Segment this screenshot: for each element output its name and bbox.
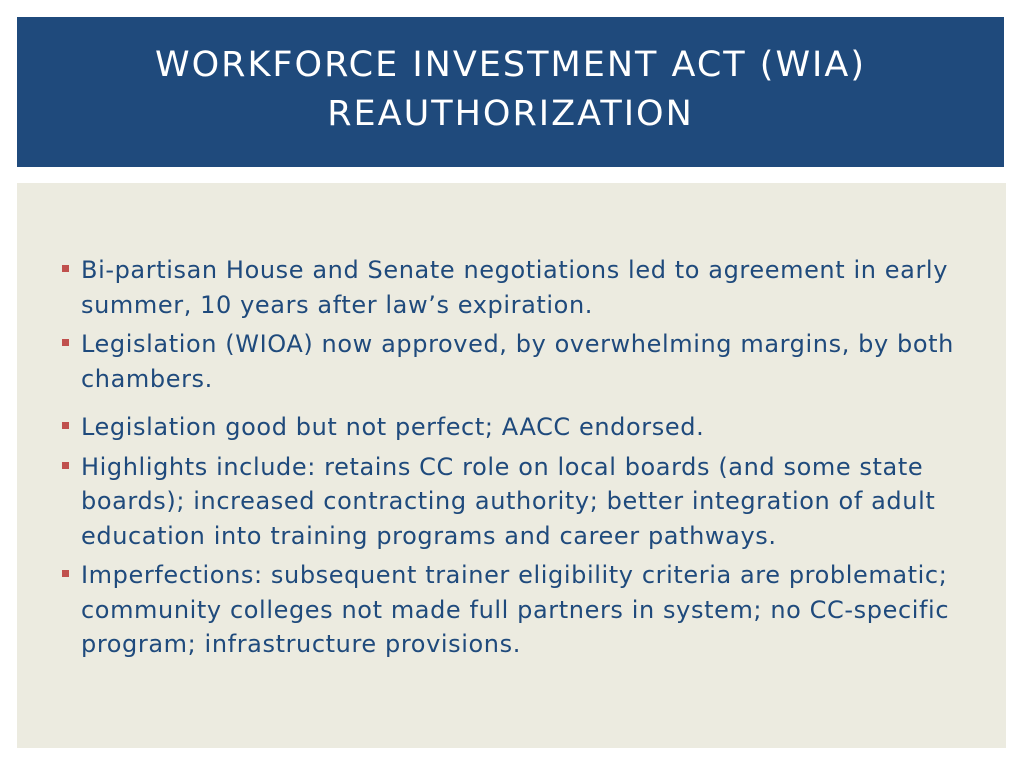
square-bullet-icon — [62, 265, 69, 272]
square-bullet-icon — [62, 422, 69, 429]
bullet-item — [62, 410, 976, 445]
bullet-item — [62, 450, 976, 554]
bullet-item — [62, 253, 976, 322]
bullet-text: Legislation good but not perfect; AACC endorsed. — [81, 413, 705, 441]
bullet-item — [62, 558, 976, 662]
bullet-item — [62, 327, 976, 396]
title-bar — [17, 17, 1004, 167]
slide-title: WORKFORCE INVESTMENT ACT (WIA) REAUTHORIZATION — [155, 45, 866, 134]
bullet-text: Bi-partisan House and Senate negotiations led to agreement in early summer, 10 years after law’s expiration. — [81, 256, 949, 319]
bullet-list — [62, 253, 976, 662]
content-panel — [17, 183, 1006, 748]
bullet-text: Imperfections: subsequent trainer eligibility criteria are problematic; community colleges not made full partners in system; no CC-specific program; infrastructure provisions. — [81, 561, 950, 658]
square-bullet-icon — [62, 570, 69, 577]
square-bullet-icon — [62, 462, 69, 469]
bullet-text: Legislation (WIOA) now approved, by overwhelming margins, by both chambers. — [81, 330, 954, 393]
square-bullet-icon — [62, 339, 69, 346]
bullet-text: Highlights include: retains CC role on local boards (and some state boards); increased contracting authority; better integration of adult education into training programs and career pathways. — [81, 452, 936, 550]
